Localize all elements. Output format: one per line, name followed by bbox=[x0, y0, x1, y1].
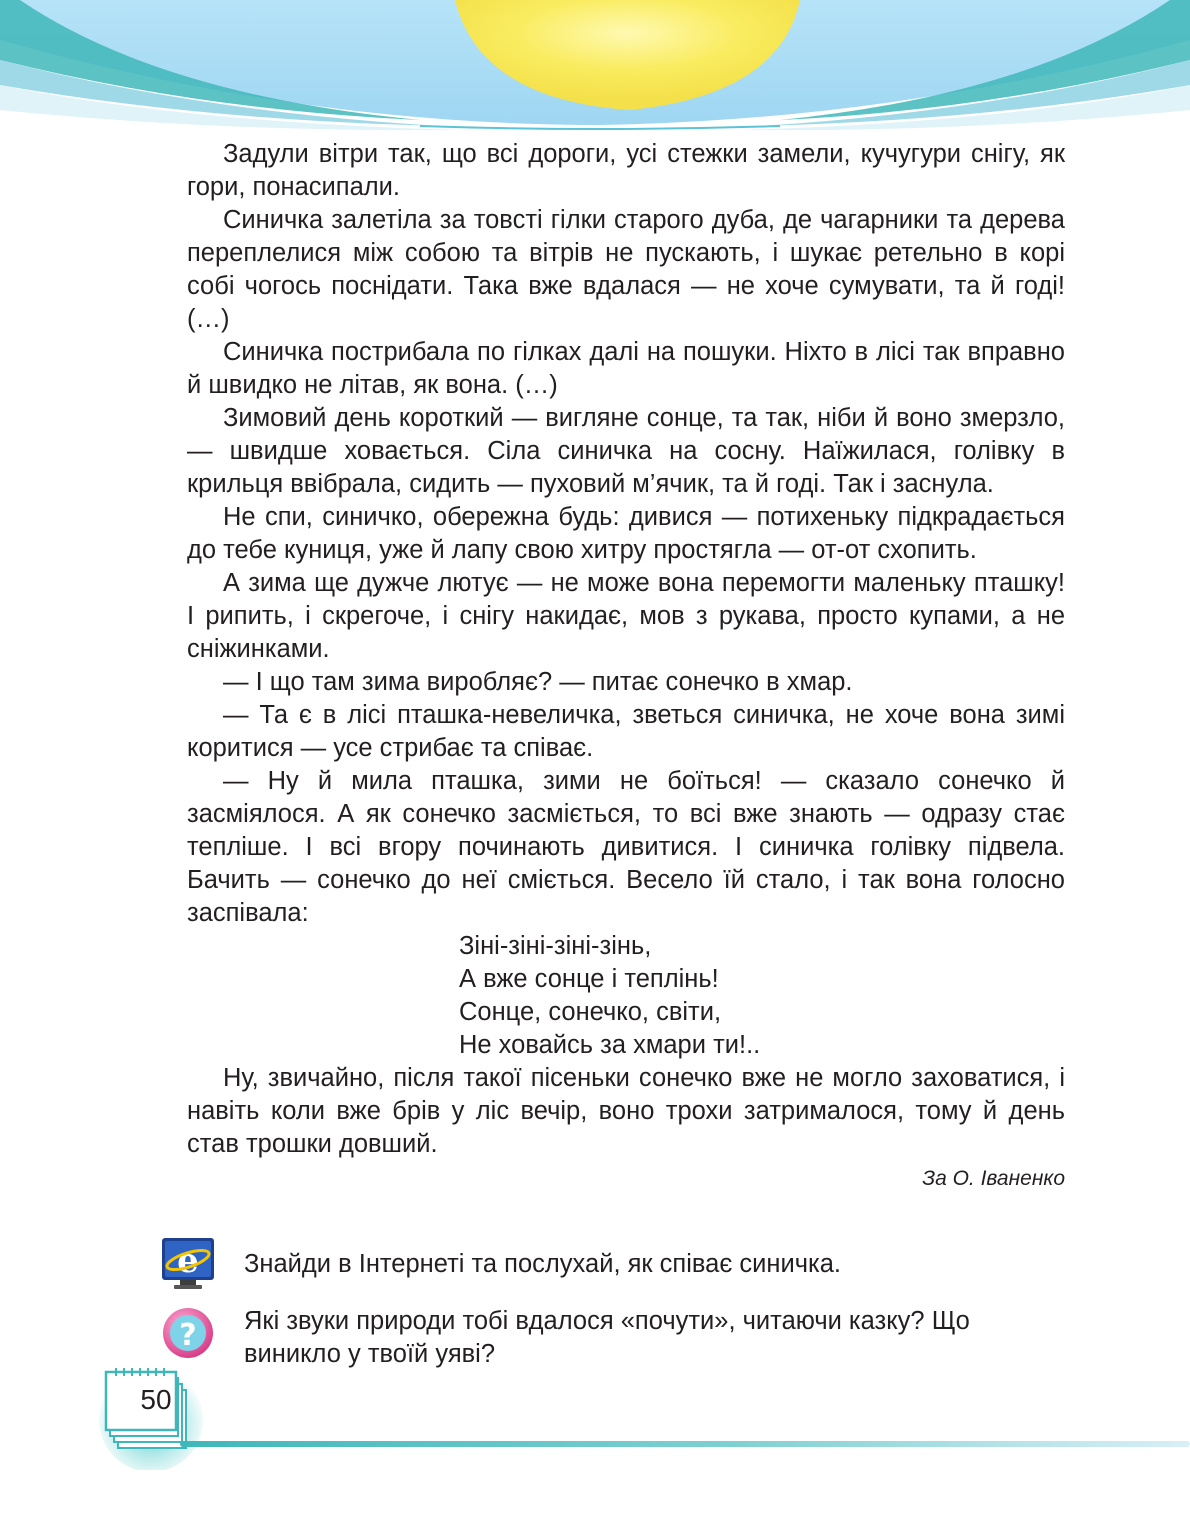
story-paragraph: — І що там зима виробляє? — питає сонечко в хмар. bbox=[223, 668, 853, 696]
task-question bbox=[160, 1305, 1070, 1385]
story-final-paragraph: Ну, звичайно, після такої пісеньки сонечко вже не могло заховатися, і навіть коли вже брів у ліс вечір, воно трохи затрималося, тому й день став трошки довший. bbox=[187, 1064, 1065, 1158]
story-paragraph: — Та є в лісі пташка-невеличка, зветься синичка, не хоче вона зимі коритися — усе стрибає та співає. bbox=[187, 701, 1065, 762]
task-internet-text: Знайди в Інтернеті та послухай, як співає синичка. bbox=[244, 1250, 842, 1278]
story-paragraph: А зима ще дужче лютує — не може вона перемогти маленьку пташку! І рипить, і скрегоче, і снігу накидає, мов з рукава, просто купами, а не сніжинками. bbox=[187, 569, 1065, 663]
task-internet bbox=[160, 1236, 1070, 1296]
question-mark-icon bbox=[160, 1305, 216, 1361]
author-credit: За О. Іваненко bbox=[922, 1167, 1065, 1190]
header-banner bbox=[0, 0, 1190, 140]
poem-line: Сонце, сонечко, світи, bbox=[459, 998, 722, 1026]
footer-line bbox=[180, 1441, 1190, 1447]
story-paragraph: Задули вітри так, що всі дороги, усі стежки замели, кучугури снігу, як гори, понасипали. bbox=[187, 140, 1065, 201]
svg-text:e: e bbox=[177, 1241, 199, 1281]
internet-explorer-icon bbox=[160, 1236, 216, 1292]
svg-text:?: ? bbox=[179, 1318, 197, 1353]
story-paragraph: Зимовий день короткий — вигляне сонце, та так, ніби й воно змерзло, — швидше ховається. Сіла синичка на сосну. Наїжилася, голівку в крильця ввібрала, сидить — пуховий м’ячик, та й годі. Так і заснула. bbox=[187, 404, 1065, 498]
poem-line: Не ховайсь за хмари ти!.. bbox=[459, 1031, 761, 1059]
page-number: 50 bbox=[140, 1384, 172, 1415]
story-paragraph: Не спи, синичко, обережна будь: дивися — потихеньку підкрадається до тебе куниця, уже й лапу свою хитру простягла — от-от схопить. bbox=[187, 503, 1065, 564]
task-question-text: Які звуки природи тобі вдалося «почути», читаючи казку? Що виникло у твоїй уяві? bbox=[244, 1307, 970, 1368]
poem-line: Зіні-зіні-зіні-зінь, bbox=[459, 932, 652, 960]
poem-line: А вже сонце і теплінь! bbox=[459, 965, 719, 993]
story-paragraph: Синичка пострибала по гілках далі на пошуки. Ніхто в лісі так вправно й швидко не літав, як вона. (…) bbox=[187, 338, 1065, 399]
horizon-line bbox=[420, 126, 780, 129]
story-paragraph: Синичка залетіла за товсті гілки старого дуба, де чагарники та дерева переплелися між собою та вітрів не пускають, і шукає ретельно в корі собі чогось поснідати. Така вже вдалася — не хоче сумувати, та й годі! (…) bbox=[187, 206, 1065, 333]
story-text bbox=[187, 138, 1065, 1193]
poem bbox=[187, 930, 1065, 1062]
story-paragraph: — Ну й мила пташка, зими не боїться! — сказало сонечко й засміялося. А як сонечко засміється, то всі вже знають — одразу стає тепліше. І всі вгору починають дивитися. І синичка голівку підвела. Бачить — сонечко до неї сміється. Весело їй стало, і так вона голосно заспівала: bbox=[187, 767, 1065, 927]
